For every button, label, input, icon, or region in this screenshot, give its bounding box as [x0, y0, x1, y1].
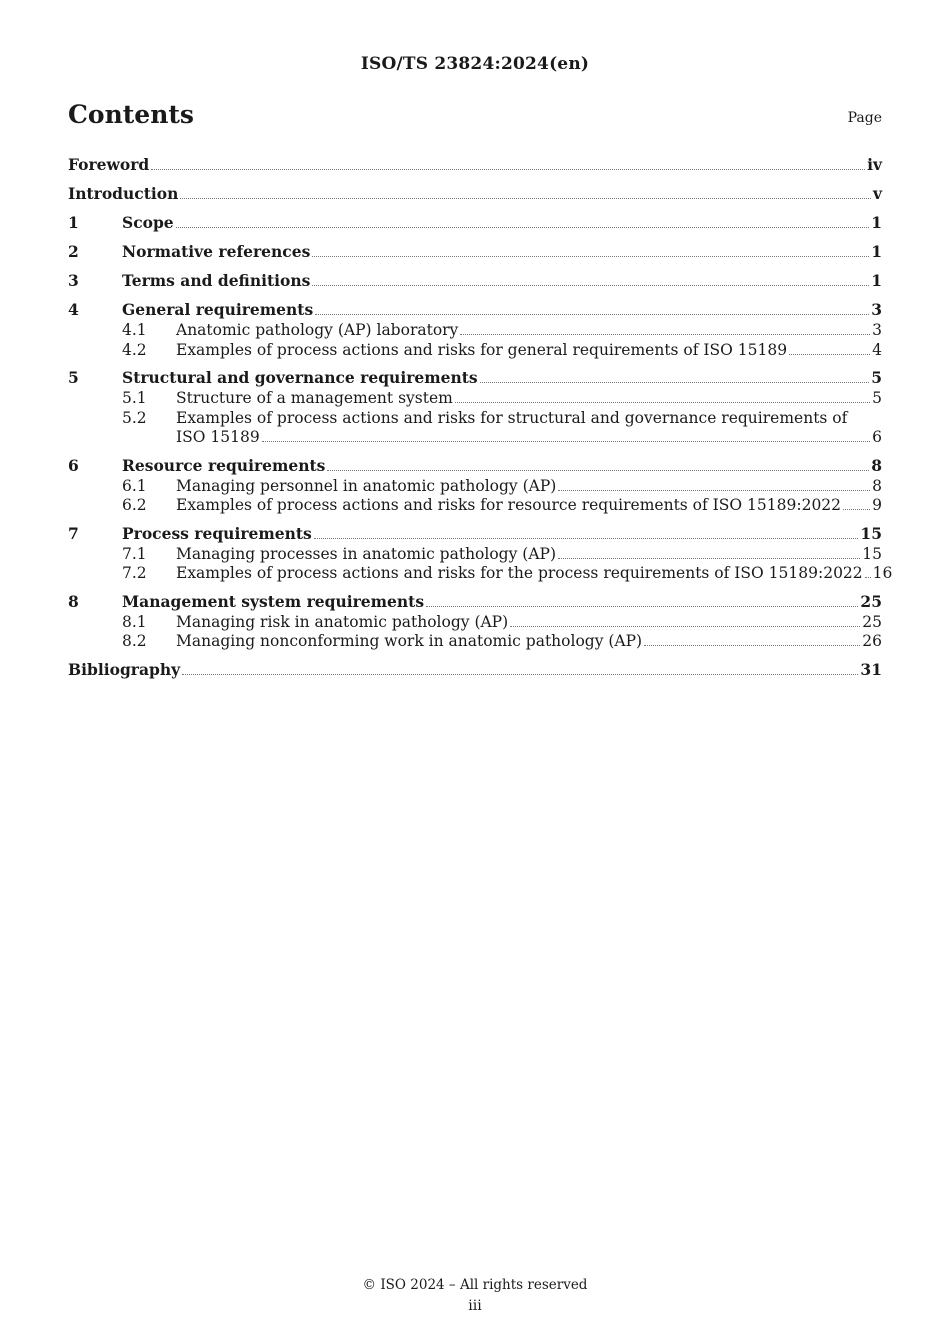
toc-page: 6 — [872, 428, 882, 446]
toc-title: Structural and governance requirements — [122, 368, 478, 387]
toc-page: v — [872, 184, 882, 203]
toc-entry-resource-requirements[interactable] — [68, 455, 882, 477]
dot-leader — [180, 198, 871, 199]
dot-leader — [455, 402, 870, 403]
toc-page: 8 — [871, 455, 882, 475]
toc-entry-general-requirements[interactable] — [68, 299, 882, 321]
toc-page: 5 — [871, 368, 882, 387]
toc-number: 8.1 — [122, 612, 147, 631]
copyright-footer: © ISO 2024 – All rights reserved — [362, 1277, 588, 1293]
dot-leader — [151, 169, 865, 170]
toc-page: 1 — [871, 242, 882, 261]
toc-entry-4-1[interactable] — [68, 321, 882, 341]
dot-leader — [176, 227, 870, 228]
toc-title: ISO 15189 — [176, 428, 260, 446]
toc-number: 5.1 — [122, 389, 147, 407]
dot-leader — [510, 626, 860, 627]
toc-title: Process requirements — [122, 523, 312, 543]
dot-leader — [426, 606, 858, 607]
toc-entry-introduction[interactable] — [68, 183, 882, 205]
dot-leader — [865, 577, 871, 578]
toc-entry-structural-governance[interactable] — [68, 367, 882, 389]
toc-title: Examples of process actions and risks for resource requirements of ISO 15189:2022 — [176, 496, 842, 514]
toc-page: 26 — [862, 632, 882, 650]
toc-entry-6-2[interactable] — [68, 496, 882, 516]
dot-leader — [843, 509, 870, 510]
dot-leader — [327, 470, 869, 471]
dot-leader — [460, 334, 870, 335]
toc-title: Introduction — [68, 184, 179, 203]
toc-number: 4.2 — [122, 340, 147, 359]
toc-number: 5.2 — [122, 408, 147, 427]
toc-number: 3 — [68, 271, 79, 290]
toc-page: 3 — [871, 300, 882, 319]
toc-page: 31 — [860, 659, 882, 679]
dot-leader — [789, 354, 870, 355]
dot-leader — [312, 285, 869, 286]
toc-title: Management system requirements — [122, 591, 425, 611]
toc-title: Structure of a management system — [176, 389, 453, 407]
page-column-label: Page — [847, 110, 882, 126]
toc-entry-normative-references[interactable] — [68, 241, 882, 263]
toc-number: 6.2 — [122, 496, 147, 514]
dot-leader — [314, 538, 859, 539]
toc-entry-management-system[interactable] — [68, 591, 882, 613]
document-id-header: ISO/TS 23824:2024(en) — [360, 54, 590, 74]
toc-number: 7.2 — [122, 564, 147, 582]
toc-number: 6 — [68, 455, 79, 475]
contents-heading: Contents — [68, 100, 195, 129]
dot-leader — [182, 674, 858, 675]
toc-title: Foreword — [68, 155, 150, 174]
toc-number: 1 — [68, 213, 79, 232]
toc-entry-7-2[interactable] — [68, 564, 893, 584]
dot-leader — [558, 490, 870, 491]
dot-leader — [480, 382, 870, 383]
toc-entry-5-1[interactable] — [68, 389, 882, 409]
toc-title: Anatomic pathology (AP) laboratory — [176, 321, 459, 339]
toc-page: iv — [867, 155, 882, 174]
toc-page: 16 — [872, 564, 893, 582]
toc-entry-5-2[interactable] — [68, 409, 882, 429]
toc-title: Managing risk in anatomic pathology (AP) — [176, 612, 509, 631]
toc-page: 25 — [860, 591, 882, 611]
toc-title: Resource requirements — [122, 455, 326, 475]
toc-entry-4-2[interactable] — [68, 341, 882, 361]
toc-number: 8.2 — [122, 632, 147, 650]
toc-title: Scope — [122, 213, 174, 232]
toc-entry-8-2[interactable] — [68, 632, 882, 652]
toc-page: 15 — [860, 523, 882, 543]
toc-entry-5-2-continued[interactable] — [68, 428, 882, 448]
toc-number: 2 — [68, 242, 79, 261]
toc-number: 6.1 — [122, 476, 147, 495]
toc-title: Examples of process actions and risks for general requirements of ISO 15189 — [176, 340, 788, 359]
toc-page: 25 — [862, 612, 882, 631]
toc-page: 8 — [872, 476, 882, 495]
dot-leader — [262, 441, 870, 442]
toc-entry-6-1[interactable] — [68, 477, 882, 497]
toc-page: 5 — [872, 389, 882, 407]
toc-page: 1 — [871, 271, 882, 290]
toc-title: Managing personnel in anatomic pathology (AP) — [176, 476, 557, 495]
dot-leader — [558, 558, 860, 559]
toc-entry-8-1[interactable] — [68, 613, 882, 633]
toc-page: 4 — [872, 340, 882, 359]
toc-number: 4.1 — [122, 321, 147, 339]
toc-entry-terms-definitions[interactable] — [68, 270, 882, 292]
toc-number: 4 — [68, 300, 79, 319]
toc-page: 1 — [871, 213, 882, 232]
toc-title: Managing processes in anatomic pathology (AP) — [176, 544, 556, 563]
toc-title: Normative references — [122, 242, 311, 261]
toc-entry-process-requirements[interactable] — [68, 523, 882, 545]
toc-page: 9 — [872, 496, 882, 514]
toc-entry-bibliography[interactable] — [68, 659, 882, 681]
toc-number: 8 — [68, 591, 79, 611]
toc-title: Examples of process actions and risks for structural and governance requirements of — [176, 408, 848, 427]
page-number: iii — [468, 1298, 482, 1314]
toc-title: Bibliography — [68, 659, 181, 679]
dot-leader — [312, 256, 869, 257]
toc-page: 3 — [872, 321, 882, 339]
dot-leader — [315, 314, 869, 315]
toc-title: Examples of process actions and risks for the process requirements of ISO 15189:2022 — [176, 564, 863, 582]
toc-number: 5 — [68, 368, 79, 387]
toc-title: Terms and definitions — [122, 271, 311, 290]
toc-entry-foreword[interactable] — [68, 154, 882, 176]
toc-number: 7.1 — [122, 544, 147, 563]
table-of-contents — [68, 154, 893, 681]
dot-leader — [644, 645, 860, 646]
toc-entry-scope[interactable] — [68, 212, 882, 234]
toc-title: General requirements — [122, 300, 314, 319]
toc-number: 7 — [68, 523, 79, 543]
toc-title: Managing nonconforming work in anatomic pathology (AP) — [176, 632, 643, 650]
toc-page: 15 — [862, 544, 882, 563]
toc-entry-7-1[interactable] — [68, 545, 882, 565]
